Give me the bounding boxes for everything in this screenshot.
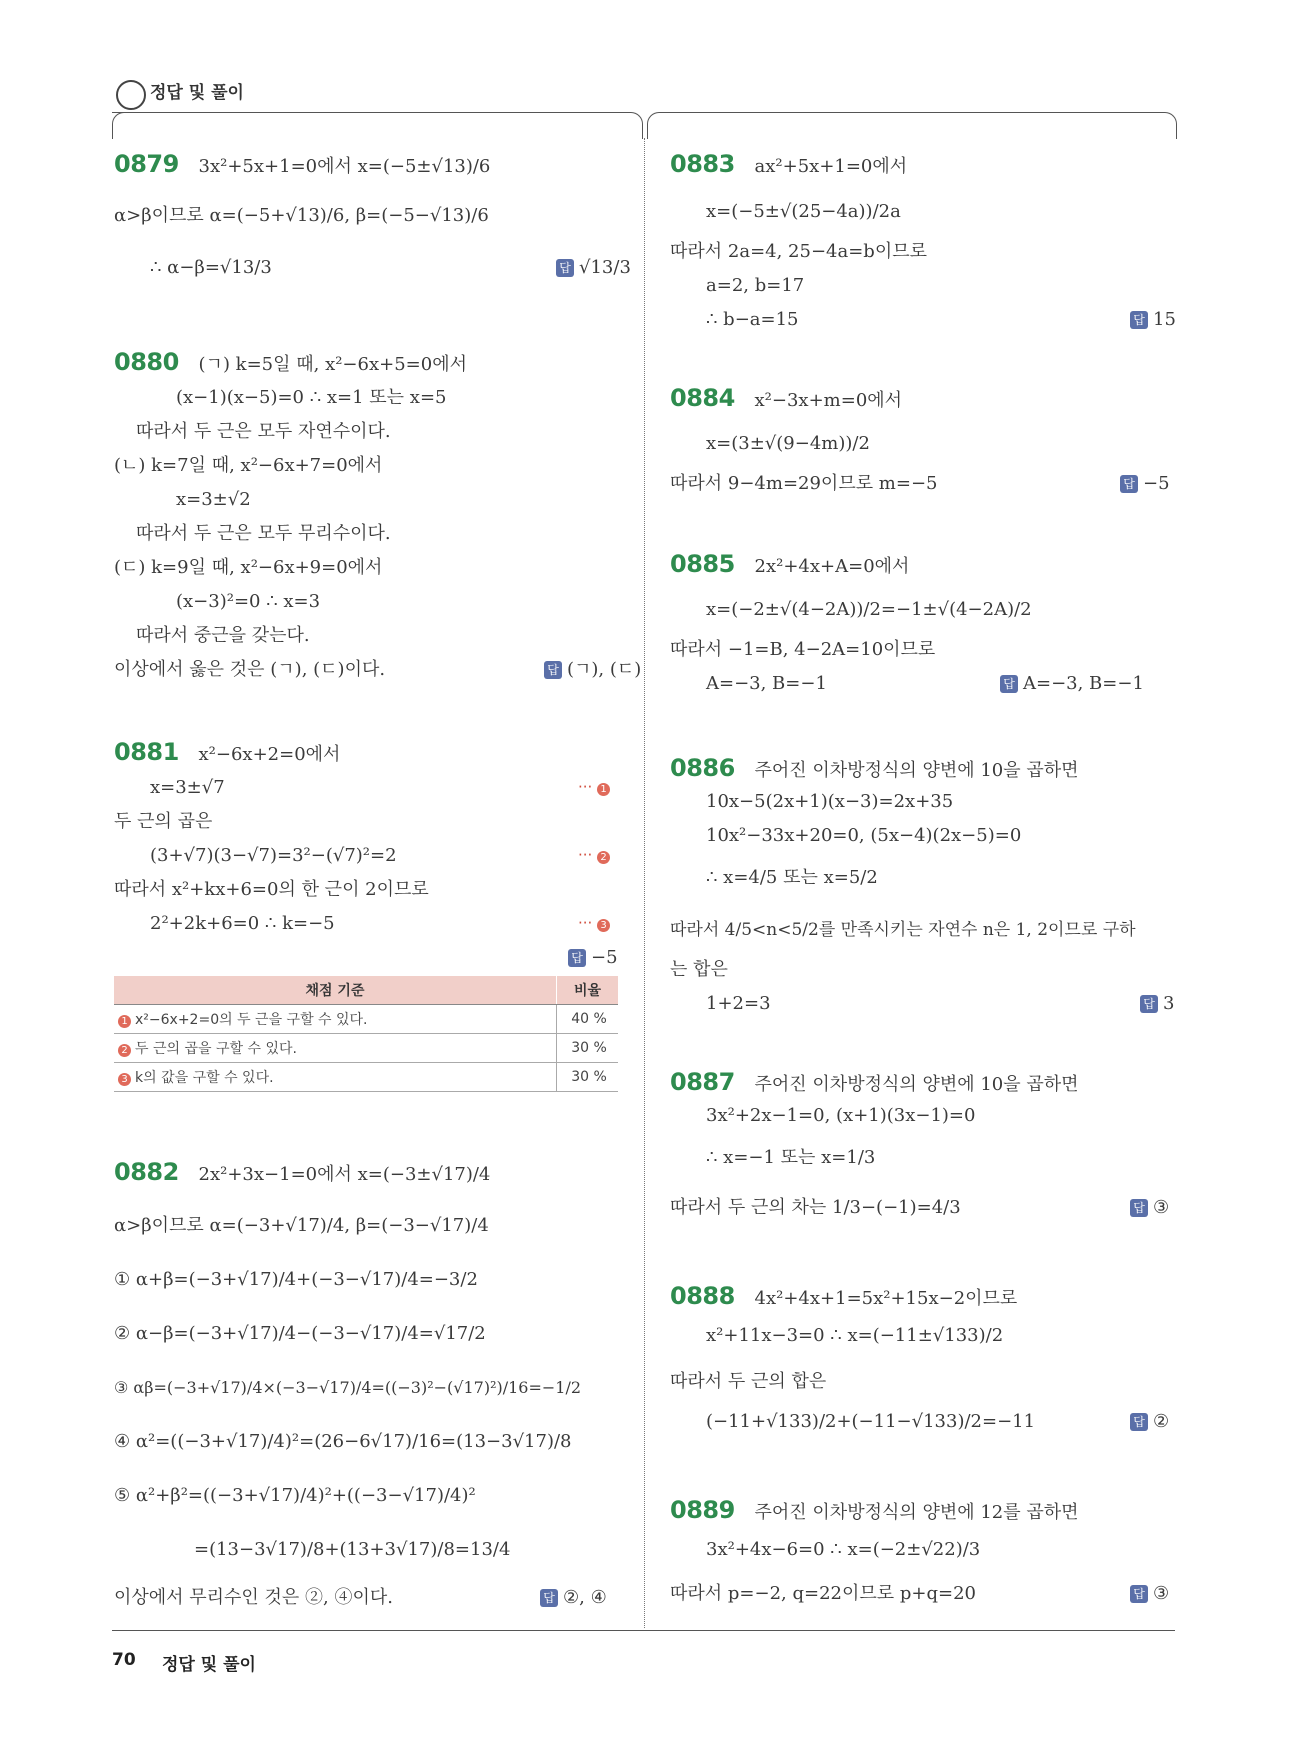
problem-line: 따라서 2a=4, 25−4a=b이므로 xyxy=(670,241,927,262)
answer: 답 √13/3 xyxy=(556,256,631,280)
problem-line: x=(3±√(9−4m))/2 xyxy=(706,433,870,454)
frame-right xyxy=(647,112,1177,139)
problem-0884 xyxy=(670,386,902,413)
footer-line xyxy=(112,1630,1175,1631)
problem-line: 3x²+4x−6=0 ∴ x=(−2±√22)/3 xyxy=(706,1539,981,1560)
answer-badge-icon: 답 xyxy=(1120,475,1138,493)
answer-badge-icon: 답 xyxy=(1130,1199,1148,1217)
problem-line: =(13−3√17)/8+(13+3√17)/8=13/4 xyxy=(194,1539,511,1560)
problem-line: 주어진 이차방정식의 양변에 12를 곱하면 xyxy=(754,1502,1079,1523)
problem-line: 따라서 −1=B, 4−2A=10이므로 xyxy=(670,639,936,660)
problem-line: x²−3x+m=0에서 xyxy=(754,390,903,411)
table-row: 3 k의 값을 구할 수 있다. 30 % xyxy=(114,1063,618,1092)
problem-line: (ㄱ) k=5일 때, x²−6x+5=0에서 xyxy=(198,354,467,375)
problem-number: 0886 xyxy=(670,754,735,782)
answer: 답 ③ xyxy=(1130,1196,1169,1220)
problem-line: 주어진 이차방정식의 양변에 10을 곱하면 xyxy=(754,1074,1079,1095)
step-marker: ··· 1 xyxy=(578,778,614,796)
problem-0887 xyxy=(670,1070,1079,1097)
answer-badge-icon: 답 xyxy=(1130,1585,1148,1603)
footer-title: 정답 및 풀이 xyxy=(162,1655,256,1675)
problem-line: 는 합은 xyxy=(670,959,728,980)
problem-line: 2²+2k+6=0 ∴ k=−5 xyxy=(150,913,335,934)
problem-line: α>β이므로 α=(−5+√13)/6, β=(−5−√13)/6 xyxy=(114,205,489,226)
problem-line: (3+√7)(3−√7)=3²−(√7)²=2 xyxy=(150,845,397,866)
step-marker: ··· 2 xyxy=(578,846,614,864)
answer-badge-icon: 답 xyxy=(556,259,574,277)
problem-line: A=−3, B=−1 xyxy=(706,673,827,694)
problem-number: 0884 xyxy=(670,384,735,412)
problem-0879 xyxy=(114,152,490,179)
problem-line: 2x²+3x−1=0에서 x=(−3±√17)/4 xyxy=(198,1164,491,1185)
problem-number: 0880 xyxy=(114,348,179,376)
problem-line: (x−3)²=0 ∴ x=3 xyxy=(176,591,321,612)
problem-line: 따라서 9−4m=29이므로 m=−5 xyxy=(670,473,938,494)
answer: 답 15 xyxy=(1130,308,1176,332)
answer: 답 ②, ④ xyxy=(540,1586,607,1610)
problem-line: 따라서 4/5<n<5/2를 만족시키는 자연수 n은 1, 2이므로 구하 xyxy=(670,920,1136,940)
step-marker: ··· 3 xyxy=(578,914,614,932)
grading-header-ratio: 비율 xyxy=(557,976,619,1005)
problem-line: 두 근의 곱은 xyxy=(114,811,213,832)
problem-line: (x−1)(x−5)=0 ∴ x=1 또는 x=5 xyxy=(176,387,447,408)
problem-0886 xyxy=(670,756,1079,783)
problem-line: 따라서 두 근의 차는 1/3−(−1)=4/3 xyxy=(670,1197,961,1218)
grading-header-criteria: 채점 기준 xyxy=(114,976,557,1005)
problem-line: ∴ α−β=√13/3 xyxy=(150,257,272,278)
problem-line: ∴ b−a=15 xyxy=(706,309,799,330)
problem-line: x²+11x−3=0 ∴ x=(−11±√133)/2 xyxy=(706,1325,1004,1346)
problem-line: α>β이므로 α=(−3+√17)/4, β=(−3−√17)/4 xyxy=(114,1215,489,1236)
problem-0881 xyxy=(114,740,340,767)
problem-number: 0879 xyxy=(114,150,179,178)
problem-line: 따라서 두 근은 모두 자연수이다. xyxy=(136,421,391,442)
problem-0889 xyxy=(670,1498,1079,1525)
problem-line: x=(−5±√(25−4a))/2a xyxy=(706,201,901,222)
header-title: 정답 및 풀이 xyxy=(150,83,244,103)
problem-line: 따라서 중근을 갖는다. xyxy=(136,625,310,646)
problem-line: ∴ x=4/5 또는 x=5/2 xyxy=(706,867,878,888)
problem-line: 4x²+4x+1=5x²+15x−2이므로 xyxy=(754,1288,1018,1309)
problem-line: ④ α²=((−3+√17)/4)²=(26−6√17)/16=(13−3√17)/8 xyxy=(114,1431,572,1452)
problem-line: (ㄴ) k=7일 때, x²−6x+7=0에서 xyxy=(114,455,383,476)
answer: 답 (ㄱ), (ㄷ) xyxy=(544,658,641,682)
answer-badge-icon: 답 xyxy=(1140,995,1158,1013)
problem-number: 0883 xyxy=(670,150,735,178)
problem-line: 3x²+2x−1=0, (x+1)(3x−1)=0 xyxy=(706,1105,976,1126)
answer: 답 −5 xyxy=(1120,472,1170,496)
problem-line: 1+2=3 xyxy=(706,993,771,1014)
answer-badge-icon: 답 xyxy=(1000,675,1018,693)
problem-line: ⑤ α²+β²=((−3+√17)/4)²+((−3−√17)/4)² xyxy=(114,1485,476,1506)
problem-line: x=3±√7 xyxy=(150,777,225,798)
problem-line: ① α+β=(−3+√17)/4+(−3−√17)/4=−3/2 xyxy=(114,1269,478,1290)
table-row: 2 두 근의 곱을 구할 수 있다. 30 % xyxy=(114,1034,618,1063)
problem-number: 0881 xyxy=(114,738,179,766)
problem-line: 따라서 x²+kx+6=0의 한 근이 2이므로 xyxy=(114,879,429,900)
problem-0885 xyxy=(670,552,909,579)
answer-badge-icon: 답 xyxy=(1130,1413,1148,1431)
problem-line: 따라서 p=−2, q=22이므로 p+q=20 xyxy=(670,1583,976,1604)
answer: 답 ③ xyxy=(1130,1582,1169,1606)
problem-line: 3x²+5x+1=0에서 x=(−5±√13)/6 xyxy=(198,156,491,177)
problem-line: 따라서 두 근의 합은 xyxy=(670,1371,827,1392)
problem-line: 주어진 이차방정식의 양변에 10을 곱하면 xyxy=(754,760,1079,781)
problem-0880 xyxy=(114,350,467,377)
problem-line: 이상에서 옳은 것은 (ㄱ), (ㄷ)이다. xyxy=(114,659,386,680)
answer-badge-icon: 답 xyxy=(1130,311,1148,329)
problem-line: ∴ x=−1 또는 x=1/3 xyxy=(706,1147,876,1168)
problem-line: 10x²−33x+20=0, (5x−4)(2x−5)=0 xyxy=(706,825,1022,846)
problem-line: a=2, b=17 xyxy=(706,275,805,296)
answer: 답 A=−3, B=−1 xyxy=(1000,672,1144,696)
answer-badge-icon: 답 xyxy=(540,1589,558,1607)
problem-number: 0888 xyxy=(670,1282,735,1310)
table-row: 1 x²−6x+2=0의 두 근을 구할 수 있다. 40 % xyxy=(114,1005,618,1034)
problem-line: (ㄷ) k=9일 때, x²−6x+9=0에서 xyxy=(114,557,383,578)
answer: 답 ② xyxy=(1130,1410,1169,1434)
problem-number: 0882 xyxy=(114,1158,179,1186)
answer-badge-icon: 답 xyxy=(568,949,586,967)
problem-0882 xyxy=(114,1160,490,1187)
problem-number: 0889 xyxy=(670,1496,735,1524)
grading-table xyxy=(114,976,618,1092)
problem-line: ② α−β=(−3+√17)/4−(−3−√17)/4=√17/2 xyxy=(114,1323,486,1344)
problem-line: ax²+5x+1=0에서 xyxy=(754,156,908,177)
column-divider xyxy=(644,138,645,1628)
page-number: 70 xyxy=(112,1650,136,1670)
mascot-icon xyxy=(116,80,146,110)
problem-0888 xyxy=(670,1284,1017,1311)
answer: 답 3 xyxy=(1140,992,1174,1016)
problem-0883 xyxy=(670,152,907,179)
problem-line: x=(−2±√(4−2A))/2=−1±√(4−2A)/2 xyxy=(706,599,1032,620)
problem-line: x=3±√2 xyxy=(176,489,251,510)
problem-line: (−11+√133)/2+(−11−√133)/2=−11 xyxy=(706,1411,1036,1432)
problem-number: 0887 xyxy=(670,1068,735,1096)
problem-number: 0885 xyxy=(670,550,735,578)
problem-line: 따라서 두 근은 모두 무리수이다. xyxy=(136,523,391,544)
frame-left xyxy=(112,112,643,139)
answer: 답 −5 xyxy=(568,946,618,970)
problem-line: 10x−5(2x+1)(x−3)=2x+35 xyxy=(706,791,954,812)
problem-line: x²−6x+2=0에서 xyxy=(198,744,341,765)
problem-line: ③ αβ=(−3+√17)/4×(−3−√17)/4=((−3)²−(√17)²)/16=−1/2 xyxy=(114,1378,582,1397)
problem-line: 2x²+4x+A=0에서 xyxy=(754,556,910,577)
problem-line: 이상에서 무리수인 것은 ②, ④이다. xyxy=(114,1587,393,1608)
answer-badge-icon: 답 xyxy=(544,661,562,679)
